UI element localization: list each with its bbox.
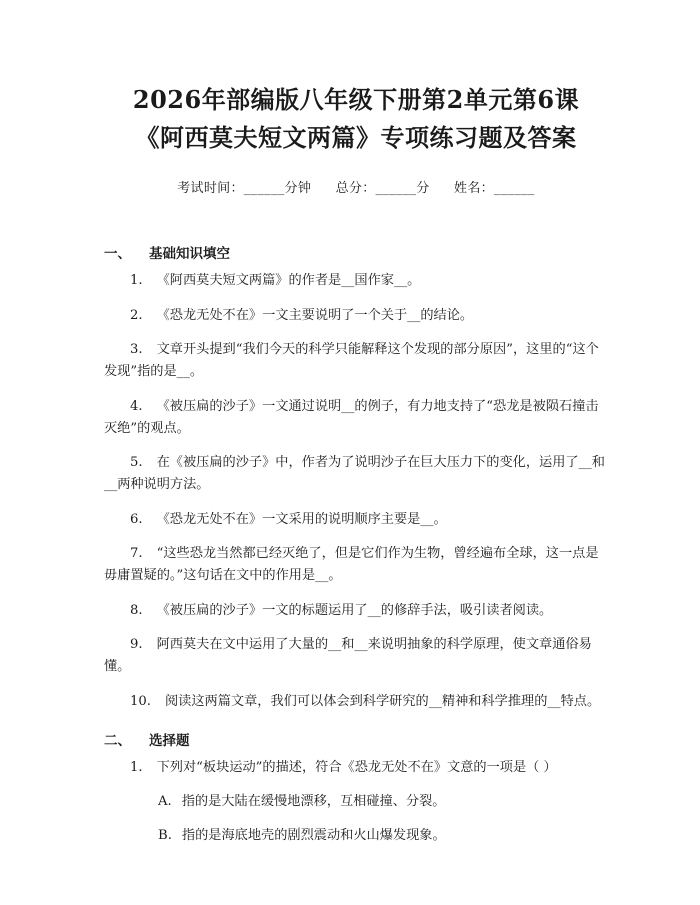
- title-line-1: 2026年部编版八年级下册第2单元第6课: [132, 85, 580, 114]
- question-text: 下列对“板块运动”的描述，符合《恐龙无处不在》文意的一项是（ ）: [156, 759, 557, 775]
- question-number: 4.: [130, 398, 143, 414]
- question-text: 在《被压扁的沙子》中，作者为了说明沙子在巨大压力下的变化，运用了__和__两种说明方法。: [104, 455, 605, 492]
- section-2-title: 选择题: [149, 732, 190, 749]
- total-score: 总分：______分: [335, 181, 430, 196]
- question-text: 《被压扁的沙子》一文的标题运用了__的修辞手法，吸引读者阅读。: [156, 602, 553, 618]
- question-text: “这些恐龙当然都已经灭绝了，但是它们作为生物，曾经遍布全球，这一点是毋庸置疑的。”这句话在文中的作用是__。: [104, 546, 599, 583]
- question-text: 《阿西莫夫短文两篇》的作者是__国作家__。: [156, 273, 421, 288]
- question-number: 8.: [130, 602, 143, 618]
- question-number: 1.: [130, 759, 143, 775]
- section-2-heading: [104, 729, 608, 749]
- student-name: 姓名：______: [454, 181, 535, 196]
- option-b: [104, 825, 608, 847]
- question-text: 阿西莫夫在文中运用了大量的__和__来说明抽象的科学原理，使文章通俗易懂。: [104, 637, 592, 674]
- option-text: 指的是大陆在缓慢地漂移，互相碰撞、分裂。: [181, 794, 446, 809]
- option-letter: B.: [158, 828, 172, 843]
- question-number: 9.: [130, 637, 143, 652]
- exam-meta: [104, 177, 608, 196]
- question-text: 阅读这两篇文章，我们可以体会到科学研究的__精神和科学推理的__特点。: [164, 693, 601, 709]
- section-2-questions: [104, 757, 608, 779]
- question-item: [104, 600, 608, 622]
- section-1-number: 一、: [104, 246, 131, 262]
- question-item: [104, 757, 608, 779]
- question-number: 10.: [130, 693, 151, 709]
- section-1-questions: [104, 270, 608, 713]
- option-a: [104, 791, 608, 813]
- question-number: 2.: [130, 307, 143, 323]
- question-number: 5.: [130, 455, 143, 470]
- question-item: [104, 634, 608, 678]
- question-number: 1.: [130, 273, 143, 288]
- title-line-2: 《阿西莫夫短文两篇》专项练习题及答案: [135, 123, 577, 152]
- question-item: [104, 270, 608, 292]
- question-item: [104, 691, 608, 713]
- question-text: 文章开头提到“我们今天的科学只能解释这个发现的部分原因”，这里的“这个发现”指的是__。: [104, 342, 599, 379]
- question-item: [104, 509, 608, 531]
- option-text: 指的是海底地壳的剧烈震动和火山爆发现象。: [181, 828, 446, 843]
- question-number: 6.: [130, 511, 143, 527]
- question-item: [104, 305, 608, 327]
- page-title: [104, 0, 608, 157]
- question-number: 3.: [130, 342, 143, 357]
- question-item: [104, 543, 608, 587]
- section-1-title: 基础知识填空: [149, 246, 230, 262]
- question-item: [104, 452, 608, 496]
- answer-options: [104, 791, 608, 847]
- option-letter: A.: [158, 794, 172, 809]
- question-text: 《恐龙无处不在》一文主要说明了一个关于__的结论。: [156, 307, 474, 323]
- question-item: [104, 339, 608, 383]
- question-item: [104, 396, 608, 440]
- question-text: 《恐龙无处不在》一文采用的说明顺序主要是__。: [156, 511, 447, 527]
- question-text: 《被压扁的沙子》一文通过说明__的例子，有力地支持了“恐龙是被陨石撞击灭绝”的观点。: [104, 398, 599, 436]
- exam-time: 考试时间：______分钟: [177, 181, 312, 196]
- section-2-number: 二、: [104, 732, 131, 749]
- question-number: 7.: [130, 546, 143, 561]
- section-1-heading: [104, 242, 608, 262]
